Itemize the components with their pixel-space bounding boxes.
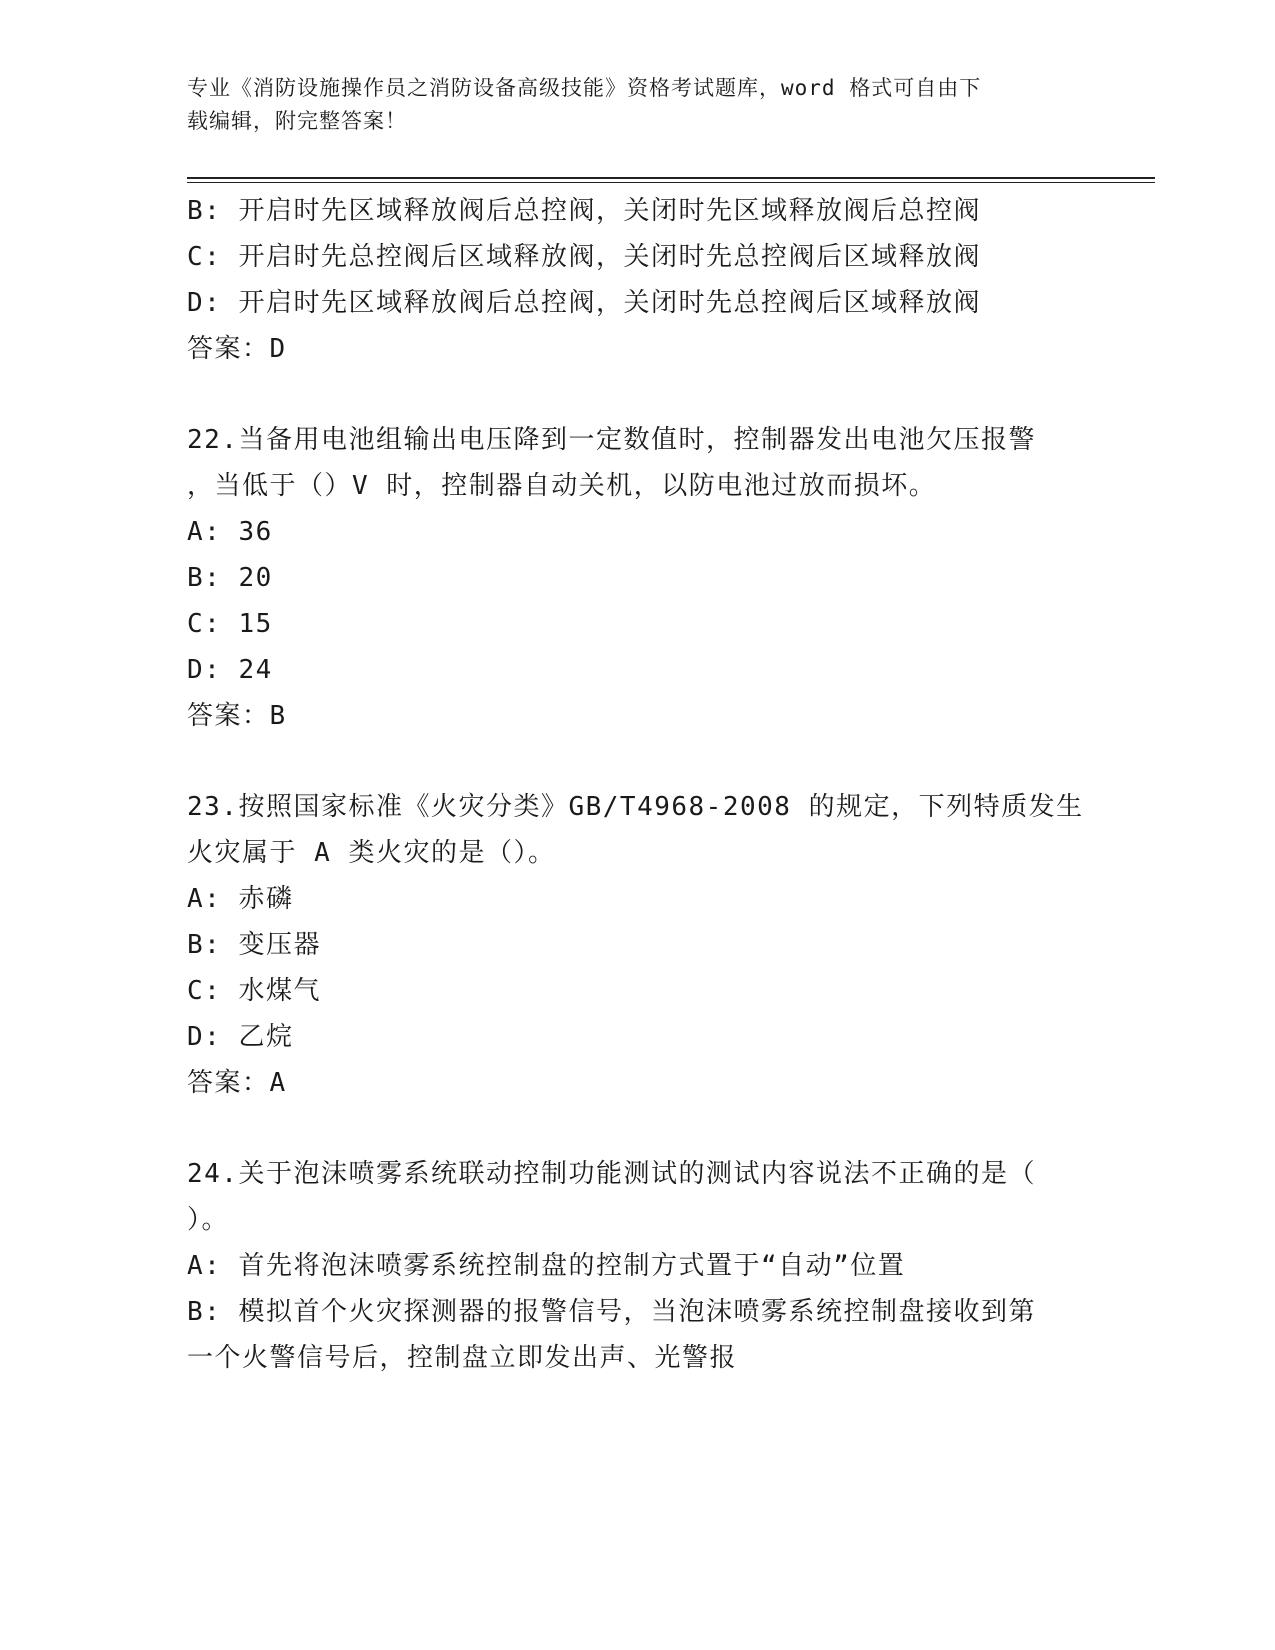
page-header <box>187 72 1077 138</box>
header-divider-thin <box>187 182 1155 183</box>
question-21-tail <box>187 188 1087 372</box>
question-stem: 23.按照国家标准《火灾分类》GB/T4968-2008 的规定，下列特质发生 <box>187 792 1084 822</box>
option-a: A: 36 <box>187 517 273 547</box>
option-c: C: 水煤气 <box>187 976 321 1006</box>
spacer <box>187 372 1087 417</box>
header-line: 专业《消防设施操作员之消防设备高级技能》资格考试题库，word 格式可自由下 <box>187 76 982 100</box>
question-stem: ，当低于（）V 时，控制器自动关机，以防电池过放而损坏。 <box>187 471 937 501</box>
option-c: C: 15 <box>187 609 273 639</box>
option-b: B: 20 <box>187 563 273 593</box>
question-stem: 24.关于泡沫喷雾系统联动控制功能测试的测试内容说法不正确的是（ <box>187 1159 1036 1189</box>
option-d: D: 开启时先区域释放阀后总控阀，关闭时先总控阀后区域释放阀 <box>187 288 981 318</box>
option-a: A: 首先将泡沫喷雾系统控制盘的控制方式置于“自动”位置 <box>187 1251 906 1281</box>
option-d: D: 乙烷 <box>187 1022 294 1052</box>
question-stem: 火灾属于 A 类火灾的是（）。 <box>187 838 556 868</box>
question-stem: ）。 <box>187 1205 230 1235</box>
option-b: B: 开启时先区域释放阀后总控阀，关闭时先区域释放阀后总控阀 <box>187 196 981 226</box>
answer-line: 答案：B <box>187 701 287 731</box>
header-divider <box>187 177 1155 179</box>
option-a: A: 赤磷 <box>187 884 294 914</box>
question-stem: 22.当备用电池组输出电压降到一定数值时，控制器发出电池欠压报警 <box>187 425 1036 455</box>
answer-line: 答案：A <box>187 1068 287 1098</box>
header-line: 载编辑，附完整答案！ <box>187 109 407 133</box>
option-d: D: 24 <box>187 655 273 685</box>
answer-line: 答案：D <box>187 334 287 364</box>
question-24 <box>187 1151 1087 1381</box>
option-c: C: 开启时先总控阀后区域释放阀，关闭时先总控阀后区域释放阀 <box>187 242 981 272</box>
spacer <box>187 739 1087 784</box>
question-23 <box>187 784 1087 1106</box>
spacer <box>187 1106 1087 1151</box>
question-22 <box>187 417 1087 739</box>
option-b: B: 模拟首个火灾探测器的报警信号，当泡沫喷雾系统控制盘接收到第 <box>187 1297 1036 1327</box>
option-b-continued: 一个火警信号后，控制盘立即发出声、光警报 <box>187 1343 738 1373</box>
option-b: B: 变压器 <box>187 930 321 960</box>
question-list <box>187 188 1087 1381</box>
